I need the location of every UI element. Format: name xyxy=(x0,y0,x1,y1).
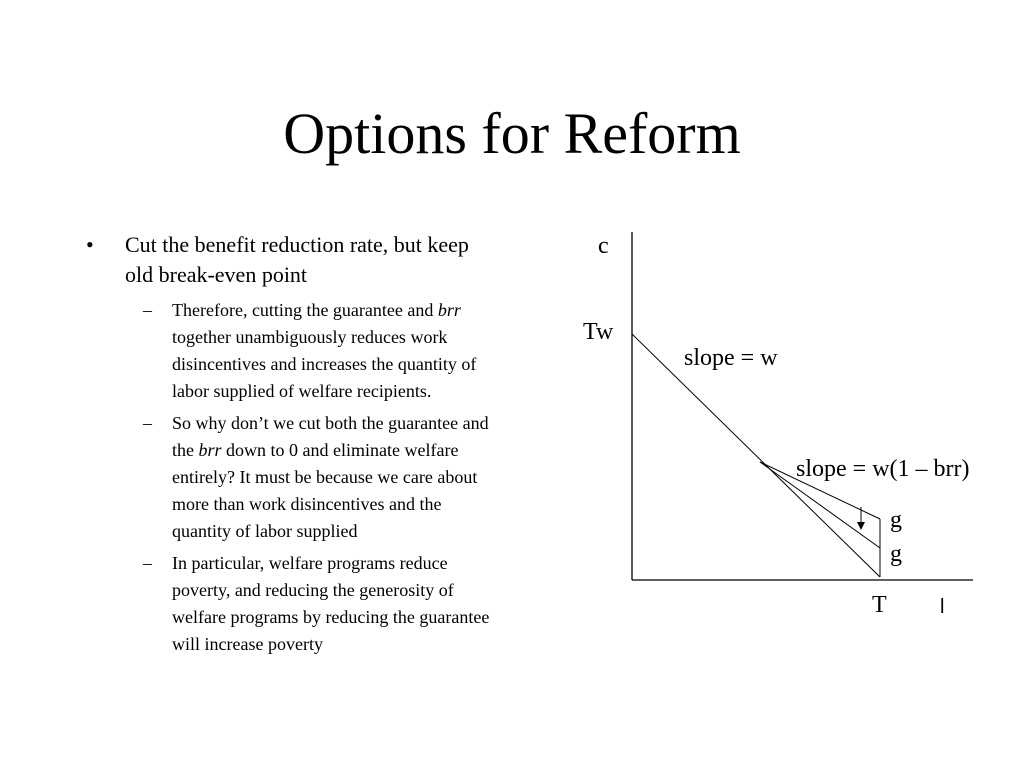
sub-bullet-marker: – xyxy=(143,553,152,573)
sub-bullet-in-particular xyxy=(86,550,496,658)
slope-welfare-label: slope = w(1 – brr) xyxy=(796,456,970,482)
bullet-list xyxy=(86,230,496,663)
sub-bullet-marker: – xyxy=(143,413,152,433)
slope-budget-label: slope = w xyxy=(684,345,778,371)
endowment-label: T xyxy=(872,592,887,618)
y-axis-label: c xyxy=(598,233,609,259)
x-axis-label: l xyxy=(940,596,945,618)
sub-bullet-text-after: together unambiguously reduces work disincentives and increases the quantity of labor supplied of welfare recipients. xyxy=(172,327,477,401)
sub-bullet-text-italic: brr xyxy=(437,300,461,320)
sub-bullet-marker: – xyxy=(143,300,152,320)
sub-bullet-list xyxy=(86,297,496,658)
budget-constraint-diagram xyxy=(560,215,1010,625)
bullet-marker: • xyxy=(86,232,94,257)
sub-bullet-therefore xyxy=(86,297,496,405)
guarantee-lower-label: g xyxy=(890,541,902,567)
bullet-main-text: Cut the benefit reduction rate, but keep old break-even point xyxy=(125,232,469,287)
sub-bullet-text-before: In particular, welfare programs reduce poverty, and reducing the generosity of welfare programs by reducing the guarantee will increase poverty xyxy=(172,553,490,654)
sub-bullet-text-after: down to 0 and eliminate welfare entirely? It must be because we care about more than work disincentives and the quantity of labor supplied xyxy=(172,440,478,541)
guarantee-upper-label: g xyxy=(890,507,902,533)
intercept-label: Tw xyxy=(583,319,614,345)
sub-bullet-so-why xyxy=(86,410,496,545)
slide-title: Options for Reform xyxy=(283,101,741,166)
bullet-main xyxy=(86,230,496,290)
sub-bullet-text-before: Therefore, cutting the guarantee and xyxy=(172,300,438,320)
sub-bullet-text-before: So why don’t we cut both the guarantee and the xyxy=(172,413,489,460)
sub-bullet-text-italic: brr xyxy=(198,440,222,460)
